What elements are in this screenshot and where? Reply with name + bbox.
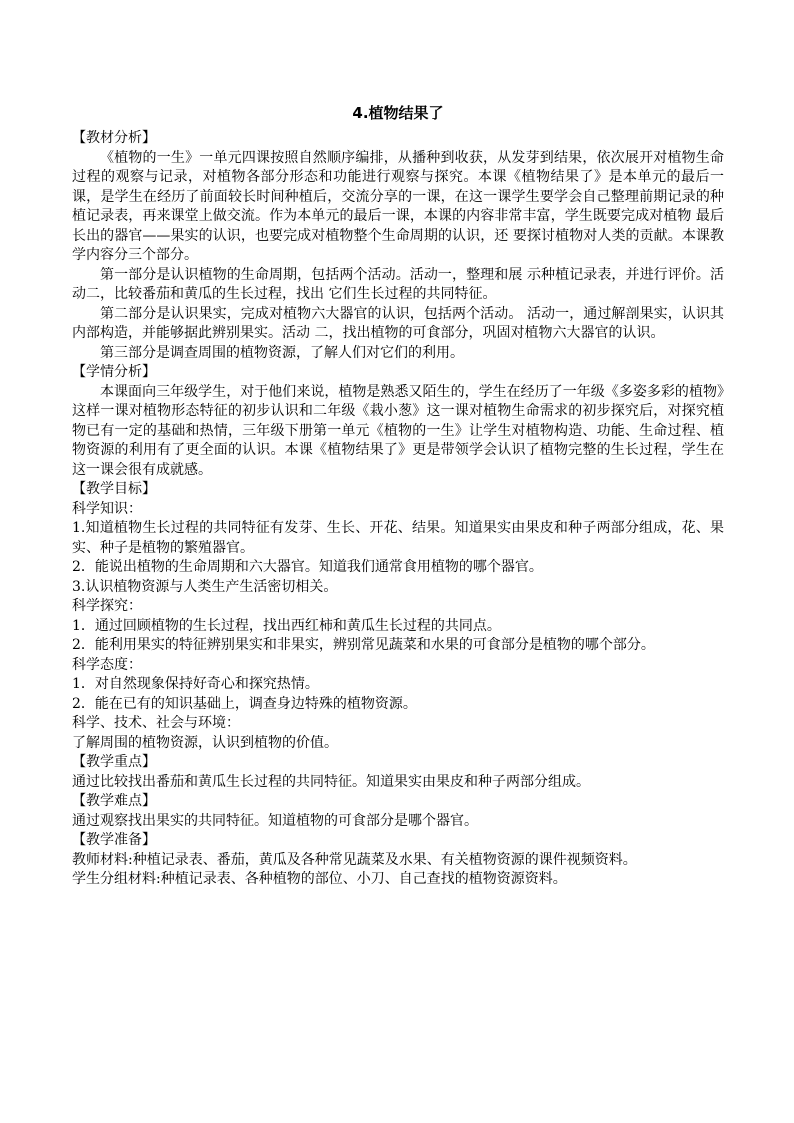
goals-knowledge-item-2: 2．能说出植物的生命周期和六大器官。知道我们通常食用植物的哪个器官。 [72,559,543,575]
document-title: 4.植物结果了 [352,104,444,122]
section-heading-analysis: 【教材分析】 [72,130,156,146]
goals-sts-item-1: 了解周围的植物资源，认识到植物的价值。 [72,734,338,751]
analysis-paragraph-3: 第二部分是认识果实，完成对植物六大器官的认识，包括两个活动。 活动一，通过解剖果实，认识其内部构造，并能够据此辨别果实。活动 二，找出植物的可食部分，巩固对植物六大器官的认识。 [72,305,724,341]
goals-sts-label: 科学、技术、社会与环境： [72,715,240,731]
section-heading-difficulties: 【教学难点】 [72,793,156,809]
analysis-paragraph-4: 第三部分是调查周围的植物资源，了解人们对它们的利用。 [100,344,464,361]
section-heading-preparation: 【教学准备】 [72,832,156,848]
preparation-student-materials: 学生分组材料:种植记录表、各种植物的部位、小刀、自己查找的植物资源资料。 [72,871,567,887]
goals-inquiry-label: 科学探究： [72,598,142,614]
preparation-teacher-materials: 教师材料:种植记录表、番茄，黄瓜及各种常见蔬菜及水果、有关植物资源的课件视频资料。 [72,851,637,868]
key-points-text: 通过比较找出番茄和黄瓜生长过程的共同特征。知道果实由果皮和种子两部分组成。 [72,773,590,790]
analysis-paragraph-1: 《植物的一生》一单元四课按照自然顺序编排，从播种到收获，从发芽到结果，依次展开对植物生命过程的观察与记录，对植物各部分形态和功能进行观察与探究。本课《植物结果了》是本单元的最后一课，是学生在经历了前面较长时间种植后，交流分享的一课，在这一课学生要学会自己整理前期记录的种植记录表，再来课堂上做交流。作为本单元的最后一课，本课的内容非常丰富，学生既要完成对植物 最后长出的器官——果实的认识，也要完成对植物整个生命周期的认识，还 要探讨植物对人类的贡献。本课教学内容分三个部分。 [72,149,724,263]
goals-attitude-item-1: 1．对自然现象保持好奇心和探究热情。 [72,676,319,692]
section-heading-goals: 【教学目标】 [72,481,156,497]
goals-knowledge-item-1: 1.知道植物生长过程的共同特征有发芽、生长、开花、结果。知道果实由果皮和种子两部分组成，花、果实、种子是植物的繁殖器官。 [72,520,724,556]
goals-attitude-item-2: 2．能在已有的知识基础上，调查身边特殊的植物资源。 [72,695,417,712]
learners-paragraph: 本课面向三年级学生，对于他们来说，植物是熟悉又陌生的，学生在经历了一年级《多姿多彩的植物》这样一课对植物形态特征的初步认识和二年级《栽小葱》这一课对植物生命需求的初步探究后，对探究植物已有一定的基础和热情，三年级下册第一单元《植物的一生》让学生对植物构造、功能、生命过程、植物资源的利用有了更全面的认识。本课《植物结果了》更是带领学会认识了植物完整的生长过程，学生在这一课会很有成就感。 [72,383,724,478]
goals-inquiry-item-1: 1．通过回顾植物的生长过程，找出西红柿和黄瓜生长过程的共同点。 [72,617,501,634]
section-heading-learners: 【学情分析】 [72,364,156,380]
difficulties-text: 通过观察找出果实的共同特征。知道植物的可食部分是哪个器官。 [72,812,478,829]
document-page [72,103,724,890]
goals-knowledge-item-3: 3.认识植物资源与人类生产生活密切相关。 [72,578,338,595]
goals-attitude-label: 科学态度： [72,656,142,673]
section-heading-key-points: 【教学重点】 [72,754,156,770]
analysis-paragraph-2: 第一部分是认识植物的生命周期，包括两个活动。活动一，整理和展 示种植记录表，并进行评价。活动二，比较番茄和黄瓜的生长过程，找出 它们生长过程的共同特征。 [72,266,724,302]
goals-knowledge-label: 科学知识： [72,500,142,517]
goals-inquiry-item-2: 2．能利用果实的特征辨别果实和非果实，辨别常见蔬菜和水果的可食部分是植物的哪个部分。 [72,637,655,653]
